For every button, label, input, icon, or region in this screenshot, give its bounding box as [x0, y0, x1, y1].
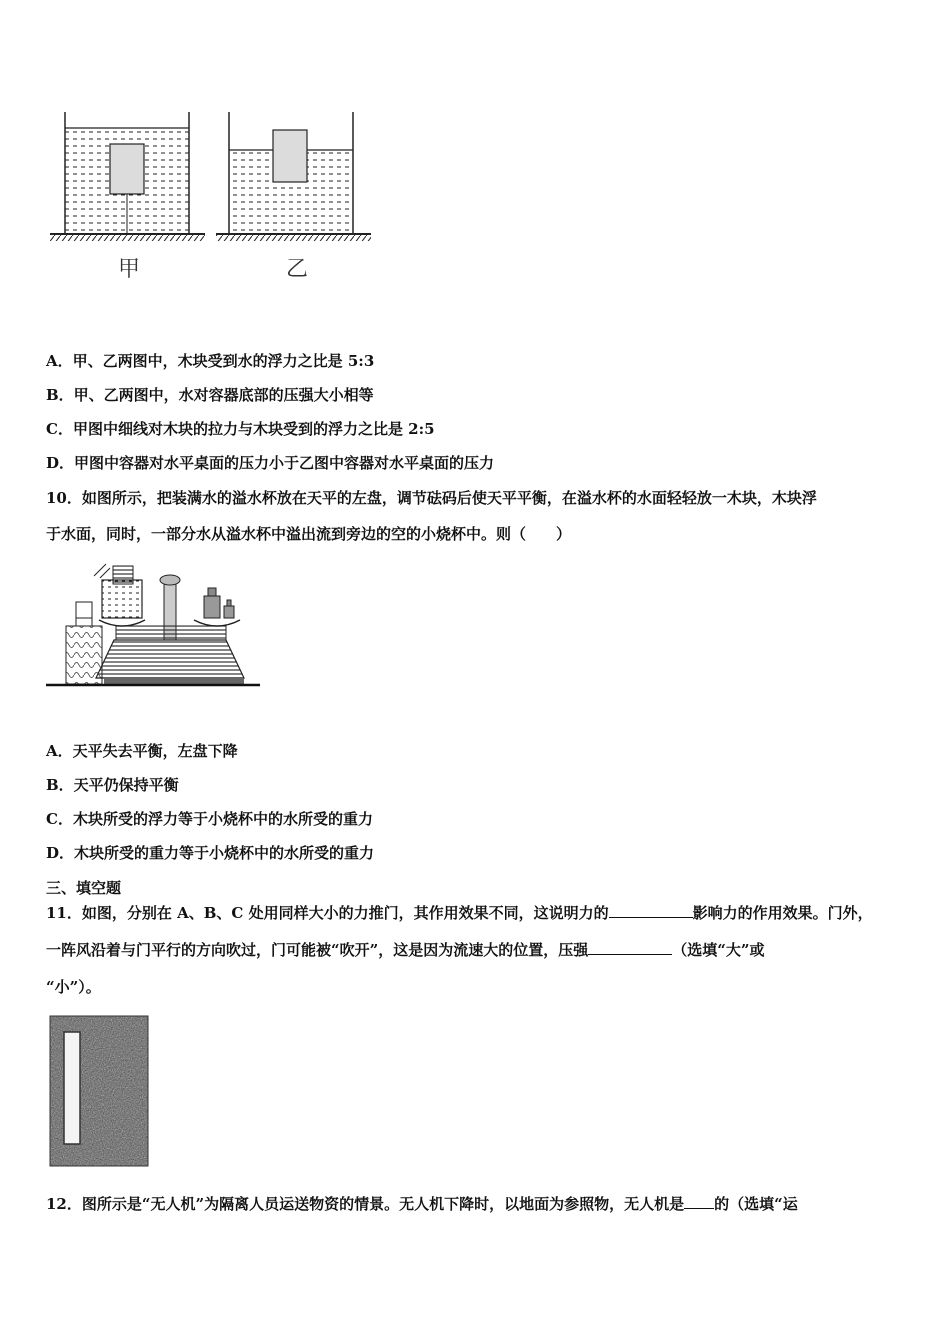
- q10-option-b: B．天平仍保持平衡: [46, 776, 179, 794]
- q10-option-a: A．天平失去平衡，左盘下降: [46, 742, 238, 760]
- q9-option-b: B．甲、乙两图中，水对容器底部的压强大小相等: [46, 386, 374, 404]
- q11-blank-2[interactable]: [588, 940, 672, 955]
- container-jia: [65, 112, 189, 234]
- q11-blank-1[interactable]: [609, 903, 693, 918]
- q11-line2-part2: （选填“大”或: [672, 941, 765, 959]
- q12-blank-1[interactable]: [684, 1194, 714, 1209]
- q10-option-c: C．木块所受的浮力等于小烧杯中的水所受的重力: [46, 810, 373, 828]
- q11-stem-line1: [46, 903, 910, 923]
- q9-option-c: C．甲图中细线对木块的拉力与木块受到的浮力之比是 2:5: [46, 420, 435, 438]
- q10-stem-line1: 10．如图所示，把装满水的溢水杯放在天平的左盘，调节砝码后使天平平衡，在溢水杯的水面轻轻放一木块，木块浮: [46, 489, 817, 507]
- q12-stem-line1: [46, 1194, 910, 1214]
- q11-line2-part1: 一阵风沿着与门平行的方向吹过，门可能被“吹开”，这是因为流速大的位置，压强: [46, 941, 589, 959]
- figure-door: [48, 1014, 152, 1170]
- q12-line1-part2: 的（选填“运: [714, 1195, 798, 1213]
- q11-line1-part2: 影响力的作用效果。门外，: [692, 904, 873, 922]
- q10-stem-line2: 于水面，同时，一部分水从溢水杯中溢出流到旁边的空的小烧杯中。则（ ）: [46, 525, 572, 543]
- figure-containers: [48, 108, 378, 288]
- figure-balance: [44, 560, 266, 696]
- q11-stem-line3: “小”）。: [46, 978, 101, 996]
- label-jia: 甲: [118, 257, 141, 282]
- q12-line1-part1: 12．图所示是“无人机”为隔离人员运送物资的情景。无人机下降时，以地面为参照物，无人机是: [46, 1195, 685, 1213]
- label-yi: 乙: [286, 257, 309, 282]
- q9-option-d: D．甲图中容器对水平桌面的压力小于乙图中容器对水平桌面的压力: [46, 454, 495, 472]
- q10-option-d: D．木块所受的重力等于小烧杯中的水所受的重力: [46, 844, 375, 862]
- container-yi: [229, 112, 353, 234]
- q11-line1-part1: 11．如图，分别在 A、B、C 处用同样大小的力推门，其作用效果不同，这说明力的: [46, 904, 609, 922]
- q11-stem-line2: [46, 940, 910, 960]
- q9-option-a: A．甲、乙两图中，木块受到水的浮力之比是 5:3: [46, 352, 375, 370]
- section-title-fill-blank: 三、填空题: [46, 879, 122, 897]
